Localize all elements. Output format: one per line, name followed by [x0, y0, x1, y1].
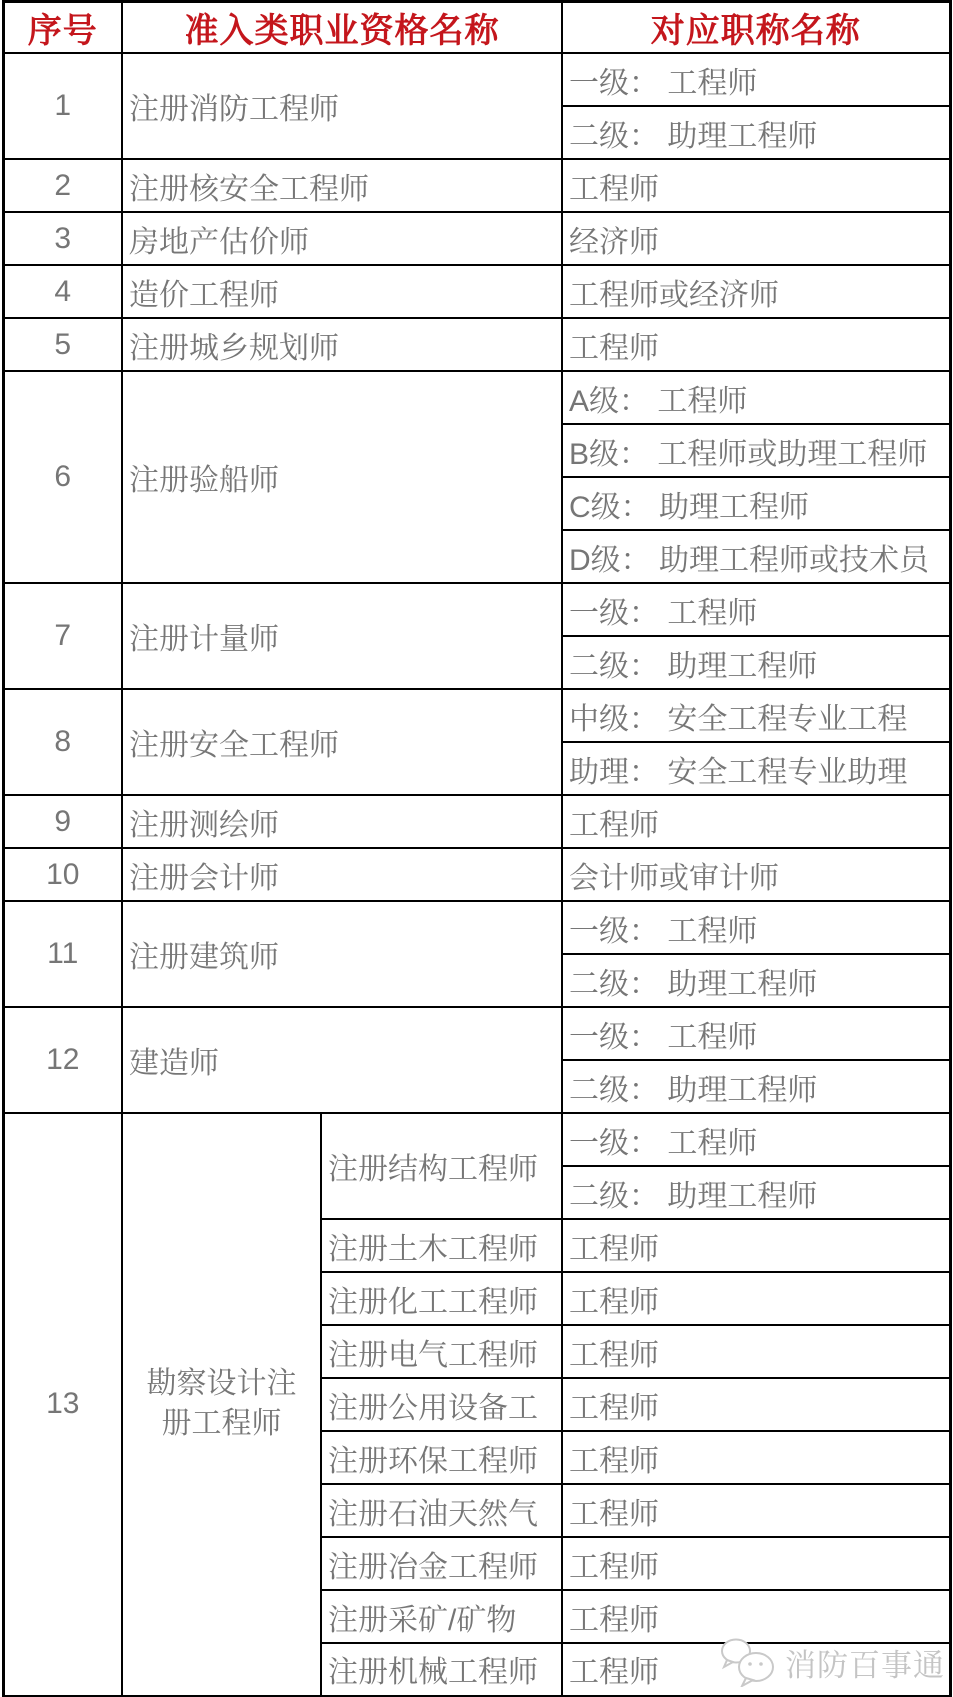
title-cell: 二级： 助理工程师 [562, 1166, 950, 1219]
sub-qualification-cell: 注册冶金工程师 [321, 1537, 562, 1590]
table-row [3, 53, 950, 106]
table-row [3, 901, 950, 954]
title-cell: 一级： 工程师 [562, 53, 950, 106]
qualification-title-table [2, 0, 952, 1697]
title-cell: 一级： 工程师 [562, 1007, 950, 1060]
title-cell: 工程师 [562, 1590, 950, 1643]
title-cell: 二级： 助理工程师 [562, 636, 950, 689]
sub-qualification-cell: 注册公用设备工 [321, 1378, 562, 1431]
title-cell: 工程师 [562, 1378, 950, 1431]
table-row [3, 1113, 950, 1166]
table-row [3, 848, 950, 901]
title-cell: 工程师 [562, 318, 950, 371]
sub-qualification-cell: 注册电气工程师 [321, 1325, 562, 1378]
title-cell: 二级： 助理工程师 [562, 106, 950, 159]
table-row [3, 1007, 950, 1060]
title-cell: 二级： 助理工程师 [562, 954, 950, 1007]
header-title: 对应职称名称 [562, 2, 950, 54]
seq-cell: 13 [3, 1113, 122, 1696]
seq-cell: 4 [3, 265, 122, 318]
sub-qualification-cell: 注册结构工程师 [321, 1113, 562, 1219]
title-cell: 一级： 工程师 [562, 583, 950, 636]
title-cell: 会计师或审计师 [562, 848, 950, 901]
table-row [3, 159, 950, 212]
seq-cell: 3 [3, 212, 122, 265]
seq-cell: 10 [3, 848, 122, 901]
qualification-cell: 建造师 [122, 1007, 562, 1113]
title-cell: 工程师 [562, 159, 950, 212]
sub-qualification-cell: 注册机械工程师 [321, 1643, 562, 1696]
qualification-cell: 造价工程师 [122, 265, 562, 318]
title-cell: 工程师或经济师 [562, 265, 950, 318]
seq-cell: 5 [3, 318, 122, 371]
title-cell: 工程师 [562, 795, 950, 848]
seq-cell: 2 [3, 159, 122, 212]
header-qualification: 准入类职业资格名称 [122, 2, 562, 54]
qualification-cell: 房地产估价师 [122, 212, 562, 265]
title-cell: B级： 工程师或助理工程师 [562, 424, 950, 477]
title-cell: C级： 助理工程师 [562, 477, 950, 530]
title-cell: 工程师 [562, 1219, 950, 1272]
table-header-row [3, 2, 950, 54]
sub-qualification-cell: 注册石油天然气 [321, 1484, 562, 1537]
title-cell: A级： 工程师 [562, 371, 950, 424]
qualification-cell: 注册消防工程师 [122, 53, 562, 159]
sub-qualification-cell: 注册采矿/矿物 [321, 1590, 562, 1643]
title-cell: 一级： 工程师 [562, 1113, 950, 1166]
title-cell: 工程师 [562, 1325, 950, 1378]
title-cell: 工程师 [562, 1537, 950, 1590]
qualification-cell: 注册计量师 [122, 583, 562, 689]
qualification-cell: 注册验船师 [122, 371, 562, 583]
qualification-cell: 注册会计师 [122, 848, 562, 901]
title-cell: 二级： 助理工程师 [562, 1060, 950, 1113]
table-row [3, 318, 950, 371]
watermark-label: 消防百事通 [785, 1647, 945, 1683]
title-cell: 经济师 [562, 212, 950, 265]
title-cell: 工程师 [562, 1643, 950, 1696]
seq-cell: 11 [3, 901, 122, 1007]
header-seq: 序号 [3, 2, 122, 54]
table-row [3, 371, 950, 424]
seq-cell: 9 [3, 795, 122, 848]
sub-qualification-cell: 注册土木工程师 [321, 1219, 562, 1272]
seq-cell: 7 [3, 583, 122, 689]
title-cell: 一级： 工程师 [562, 901, 950, 954]
title-cell: 助理： 安全工程专业助理 [562, 742, 950, 795]
qualification-cell: 注册建筑师 [122, 901, 562, 1007]
seq-cell: 1 [3, 53, 122, 159]
title-cell: 工程师 [562, 1431, 950, 1484]
table-row [3, 583, 950, 636]
table-row [3, 212, 950, 265]
table-row [3, 689, 950, 742]
qualification-cell: 注册测绘师 [122, 795, 562, 848]
qualification-cell: 注册城乡规划师 [122, 318, 562, 371]
title-cell: D级： 助理工程师或技术员 [562, 530, 950, 583]
seq-cell: 8 [3, 689, 122, 795]
title-cell: 工程师 [562, 1272, 950, 1325]
table-row [3, 265, 950, 318]
title-cell: 中级： 安全工程专业工程 [562, 689, 950, 742]
qualification-cell: 注册核安全工程师 [122, 159, 562, 212]
sub-qualification-cell: 注册化工工程师 [321, 1272, 562, 1325]
title-cell: 工程师 [562, 1484, 950, 1537]
table-row [3, 795, 950, 848]
seq-cell: 12 [3, 1007, 122, 1113]
qualification-cell: 勘察设计注册工程师 [122, 1113, 321, 1696]
seq-cell: 6 [3, 371, 122, 583]
sub-qualification-cell: 注册环保工程师 [321, 1431, 562, 1484]
qualification-cell: 注册安全工程师 [122, 689, 562, 795]
